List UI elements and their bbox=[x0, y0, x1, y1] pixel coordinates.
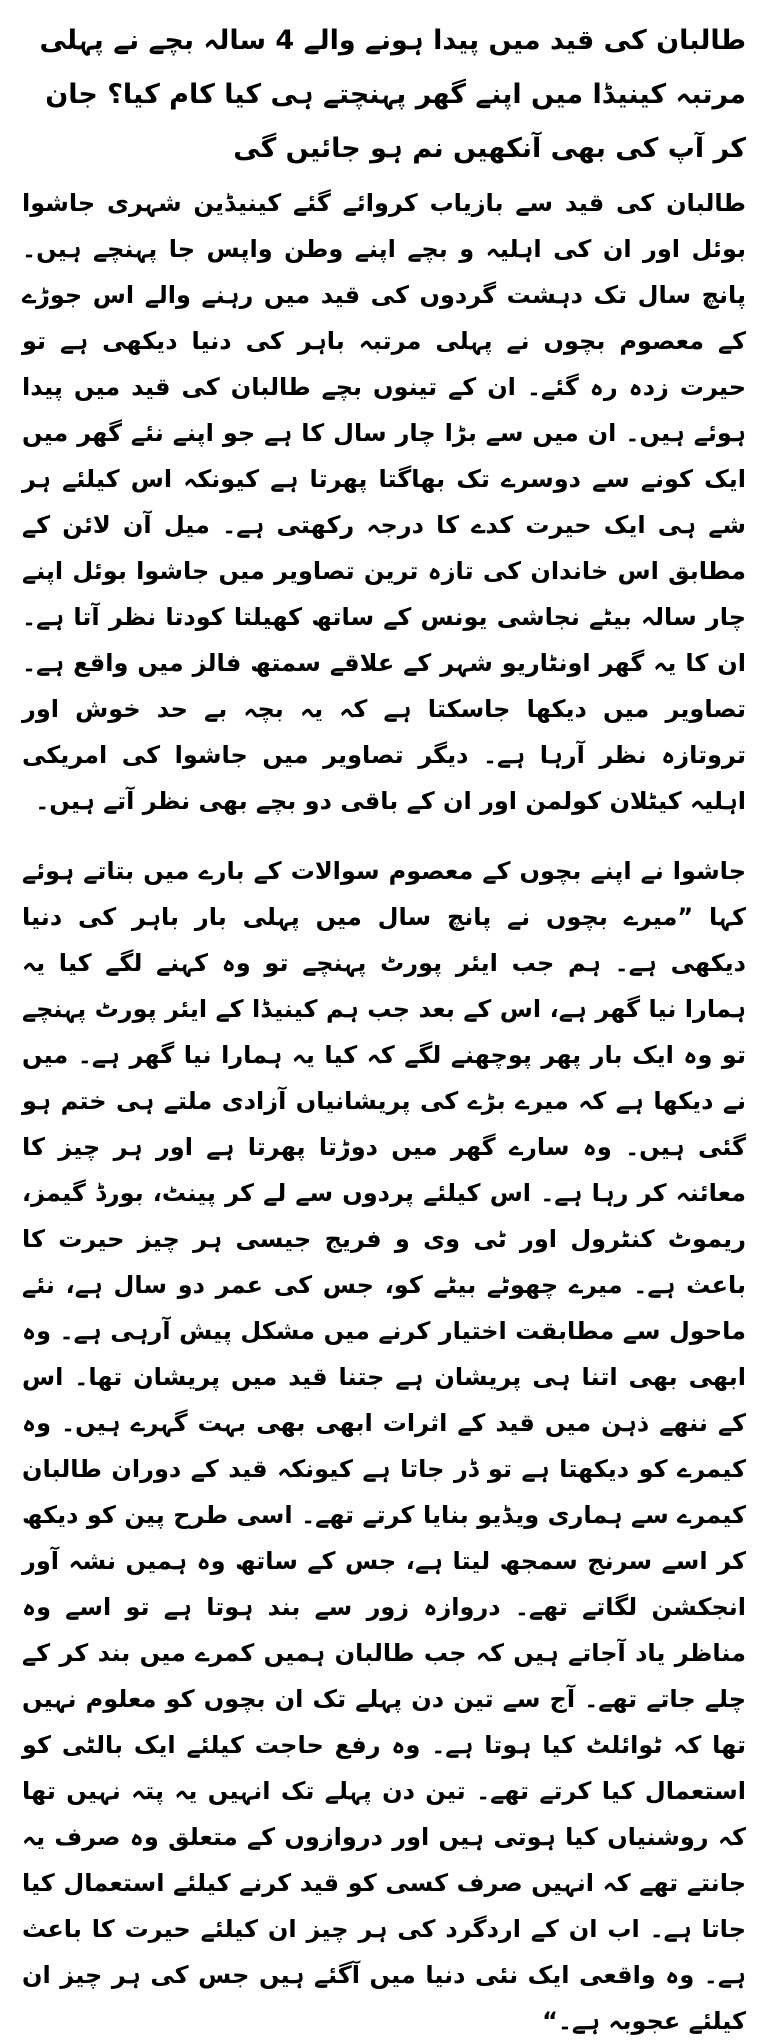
article-paragraph-2: جاشوا نے اپنے بچوں کے معصوم سوالات کے بارے میں بتاتے ہوئے کہا ”میرے بچوں نے پانچ سال میں پہلی بار باہر کی دنیا دیکھی ہے۔ ہم جب ایئر پورٹ پہنچے تو وہ کہنے لگے کیا یہ ہمارا نیا گھر ہے، اس کے بعد جب ہم کینیڈا کے ایئر پورٹ پہنچے تو وہ ایک بار پھر پوچھنے لگے کہ کیا یہ ہمارا نیا گھر ہے۔ میں نے دیکھا ہے کہ میرے بڑے کی پریشانیاں آزادی ملتے ہی ختم ہو گئی ہیں۔ وہ سارے گھر میں دوڑتا پھرتا ہے اور ہر چیز کا معائنہ کر رہا ہے۔ اس کیلئے پردوں سے لے کر پینٹ، بورڈ گیمز، ریموٹ کنٹرول اور ٹی وی و فریج جیسی ہر چیز حیرت کا باعث ہے۔ میرے چھوٹے بیٹے کو، جس کی عمر دو سال ہے، نئے ماحول سے مطابقت اختیار کرنے میں مشکل پیش آرہی ہے۔ وہ ابھی بھی اتنا ہی پریشان ہے جتنا قید میں پریشان تھا۔ اس کے ننھے ذہن میں قید کے اثرات ابھی بھی بہت گہرے ہیں۔ وہ کیمرے کو دیکھتا ہے تو ڈر جاتا ہے کیونکہ قید کے دوران طالبان کیمرے سے ہماری ویڈیو بنایا کرتے تھے۔ اسی طرح پین کو دیکھ کر اسے سرنج سمجھ لیتا ہے، جس کے ساتھ وہ ہمیں نشہ آور انجکشن لگاتے تھے۔ دروازہ زور سے بند ہوتا ہے تو اسے وہ مناظر یاد آجاتے ہیں کہ جب طالبان ہمیں کمرے میں بند کر کے چلے جاتے تھے۔ آج سے تین دن پہلے تک ان بچوں کو معلوم نہیں تھا کہ ٹوائلٹ کیا ہوتا ہے۔ وہ رفع حاجت کیلئے ایک بالٹی کو استعمال کیا کرتے تھے۔ تین دن پہلے تک انہیں یہ پتہ نہیں تھا کہ روشنیاں کیا ہوتی ہیں اور دروازوں کے متعلق وہ صرف یہ جانتے تھے کہ انہیں صرف کسی کو قید کرنے کیلئے استعمال کیا جاتا ہے۔ اب ان کے اردگرد کی ہر چیز ان کیلئے حیرت کا باعث ہے۔ وہ واقعی ایک نئی دنیا میں آگئے ہیں جس کی ہر چیز ان کیلئے عجوبہ ہے۔“ bbox=[22, 857, 746, 2035]
article-headline: طالبان کی قید میں پیدا ہونے والے 4 سالہ بچے نے پہلی مرتبہ کینیڈا میں اپنے گھر پہنچتے ہی کیا کام کیا؟ جان کر آپ کی بھی آنکھیں نم ہو جائیں گی bbox=[39, 25, 746, 164]
article-paragraph-1: طالبان کی قید سے بازیاب کروائے گئے کینیڈین شہری جاشوا بوئل اور ان کی اہلیہ و بچے اپنے وطن واپس جا پہنچے ہیں۔ پانچ سال تک دہشت گردوں کی قید میں رہنے والے اس جوڑے کے معصوم بچوں نے پہلی مرتبہ باہر کی دنیا دیکھی ہے تو حیرت زدہ رہ گئے۔ ان کے تینوں بچے طالبان کی قید میں پیدا ہوئے ہیں۔ ان میں سے بڑا چار سال کا ہے جو اپنے نئے گھر میں ایک کونے سے دوسرے تک بھاگتا پھرتا ہے کیونکہ اس کیلئے ہر شے ہی ایک حیرت کدے کا درجہ رکھتی ہے۔ میل آن لائن کے مطابق اس خاندان کی تازہ ترین تصاویر میں جاشوا بوئل اپنے چار سالہ بیٹے نجاشی یونس کے ساتھ کھیلتا کودتا نظر آتا ہے۔ ان کا یہ گھر اونٹاریو شہر کے علاقے سمتھ فالز میں واقع ہے۔ تصاویر میں دیکھا جاسکتا ہے کہ یہ بچہ بے حد خوش اور تروتازہ نظر آرہا ہے۔ دیگر تصاویر میں جاشوا کی امریکی اہلیہ کیٹلان کولمن اور ان کے باقی دو بچے بھی نظر آتے ہیں۔ bbox=[22, 189, 746, 815]
